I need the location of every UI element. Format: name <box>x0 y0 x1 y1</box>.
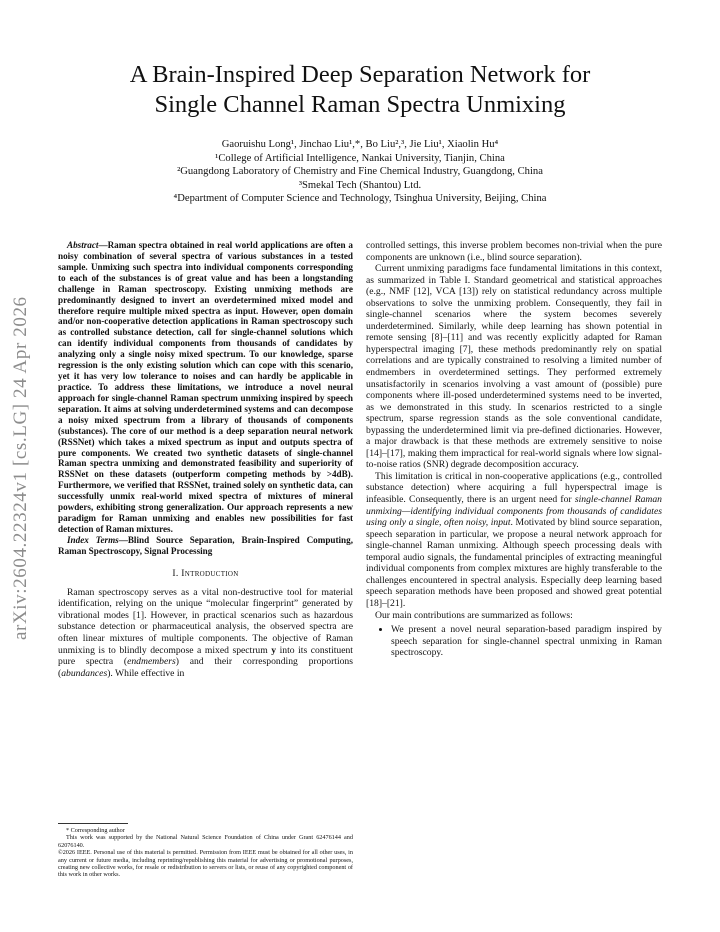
contributions-list <box>366 624 662 659</box>
footnotes <box>58 823 353 879</box>
author-names: Gaoruishu Long¹, Jinchao Liu¹,*, Bo Liu²,³, Jie Liu¹, Xiaolin Hu⁴ <box>221 139 499 150</box>
intro-text-d: ). While effective in <box>107 667 185 679</box>
p2-text-a: This limitation is critical in non-cooperative applications (e.g., controlled substance detection) where acquiring a full hyperspectral image is infeasible. Consequently, there is an urgent need for <box>366 470 662 506</box>
term-abundances: abundances <box>61 667 108 679</box>
abstract-label: Abstract <box>67 240 99 250</box>
affiliation-3: ³Smekal Tech (Shantou) Ltd. <box>298 179 422 191</box>
left-column <box>58 240 353 679</box>
paper-title <box>40 60 680 120</box>
title-line-1: A Brain-Inspired Deep Separation Network for <box>129 61 591 88</box>
footnote-copyright: ©2026 IEEE. Personal use of this material is permitted. Permission from IEEE must be obtained for all other uses, in any current or future media, including reprinting/republishing this material for advertising or promotional purposes, creating new collective works, for resale or redistribution to servers or lists, or reuse of any copyrighted component of this work in other works. <box>58 849 353 879</box>
footnote-corresponding: * Corresponding author <box>66 827 125 834</box>
right-paragraph-0: controlled settings, this inverse problem becomes non-trivial when the pure components are unknown (i.e., blind source separation). <box>366 240 662 263</box>
right-column <box>366 240 662 659</box>
p2-emphasis: single-channel Raman unmixing—identifying individual components from thousands of candidates using only a single, often noisy, input <box>366 494 662 529</box>
footnote-funding: This work was supported by the National Natural Science Foundation of China under Grant 62476144 and 62076140. <box>58 834 353 849</box>
footnote-rule <box>58 823 128 824</box>
affiliation-4: ⁴Department of Computer Science and Technology, Tsinghua University, Beijing, China <box>173 192 547 204</box>
intro-paragraph-1 <box>58 587 353 680</box>
title-line-2: Single Channel Raman Spectra Unmixing <box>154 91 566 118</box>
section-heading-introduction: I. Introduction <box>172 567 239 579</box>
right-paragraph-3: Our main contributions are summarized as follows: <box>375 609 573 621</box>
p2-text-b: . Motivated by blind source separation, speech separation in particular, we propose a neural network approach for single-channel Raman unmixing. Although speech processing deals with temporal audio signals, the fundamental principles of extracting meaningful individual components from complex mixtures are highly transferable to the challenges encountered in spectral analysis. Especially deep learning based speech separation methods have been proposed and showed great potential [18]–[21]. <box>366 517 662 609</box>
intro-text-a: Raman spectroscopy serves as a vital non-destructive tool for material identification, relying on the unique “molecular fingerprint” generated by vibrational modes [1]. However, in practical scenarios such as hazardous substance detection or pharmaceutical analysis, the observed spectra are often linear mixtures of multiple components. The objective of Raman unmixing is to blindly decompose a mixed spectrum <box>58 586 353 656</box>
affiliation-2: ²Guangdong Laboratory of Chemistry and Fine Chemical Industry, Guangdong, China <box>177 166 543 178</box>
contribution-item: • We present a novel neural separation-based paradigm inspired by speech separation for single-channel spectral unmixing in Raman spectroscopy. <box>391 624 662 659</box>
intro-text-b: into its constituent pure spectra ( <box>58 644 353 668</box>
right-paragraph-2 <box>366 471 662 610</box>
arxiv-identifier: arXiv:2604.22324v1 [cs.LG] 24 Apr 2026 <box>10 296 31 640</box>
intro-text-c: ) and their corresponding proportions ( <box>58 656 353 679</box>
affiliation-1: ¹College of Artificial Intelligence, Nankai University, Tianjin, China <box>215 153 505 165</box>
term-endmembers: endmembers <box>127 656 176 668</box>
index-terms <box>58 535 353 557</box>
abstract <box>58 240 353 535</box>
symbol-y: y <box>271 644 277 656</box>
abstract-text: —Raman spectra obtained in real world applications are often a noisy combination of several spectra of various substances in a tested sample. Unmixing such spectra into individual components corresponding to each of the substances is of great value and has been a longstanding challenge in Raman spectroscopy. Existing unmixing methods are predominantly designed to invert an overdetermined mixed model and therefore require multiple mixed spectra as input. However, open domain and/or non-cooperative detection applications in Raman spectroscopy such as controlled substance detection, call for single-channel solutions which can identify individual components from thousands of candidates by analyzing only a single noisy mixed spectrum. To our knowledge, sparse regression is the only existing solution which can cope with this scenario, yet it has very low tolerance to noises and can hardly be applicable in practice. To address these limitations, we introduce a novel neural approach for single-channel Raman spectrum unmixing inspired by speech separation. It aims at solving underdetermined systems and can decompose a noisy mixed spectrum from a library of thousands of components (substances). The core of our method is a deep separation neural network (RSSNet) which takes a mixed spectrum as input and outputs spectra of pure components. We created two synthetic datasets of single-channel Raman spectra unmixing and demonstrated feasibility and superiority of RSSNet on these datasets (outperform competing methods by >4dB). Furthermore, we verified that RSSNet, trained solely on synthetic data, can successfully unmix real-world mixed spectra of mixtures of mineral powders, exhibiting strong generalization. Our approach represents a new paradigm for Raman unmixing and enables new possibilities for fast detection of Raman mixtures. <box>58 240 353 534</box>
index-terms-text: —Blind Source Separation, Brain-Inspired Computing, Raman Spectroscopy, Signal Processing <box>58 534 353 556</box>
author-block <box>40 138 680 205</box>
right-paragraph-1: Current unmixing paradigms face fundamental limitations in this context, as summarized in Table I. Standard geometrical and statistical approaches (e.g., NMF [12], VCA [13]) rely on statistical redundancy across multiple observations to solve the unmixing problem. Consequently, they fail in single-channel scenarios where the system becomes severely underdetermined. Similarly, while deep learning has shown potential in remote sensing [8]–[11] and was recently explicitly adapted for Raman hyperspectral imaging [7], these methods predominantly rely on spatial correlations and are typically constrained to resolving a limited number of endmembers in overdetermined settings. They performed extremely unsatisfactorily in scenarios involving a vast amount of (possible) pure components where ill-posed underdetermined systems need to be inverted, as we demonstrated in this study. In scenarios restricted to a single spectrum, sparse regression stands as the sole conventional candidate, bypassing the underdetermined limit via pre-defined dictionaries. However, a major drawback is that these methods are extremely sensitive to noise [14]–[17], making them impractical for real-world signals where low signal-to-noise ratios (SNR) degrade decomposition accuracy. <box>366 263 662 471</box>
index-terms-label: Index Terms <box>67 534 119 545</box>
